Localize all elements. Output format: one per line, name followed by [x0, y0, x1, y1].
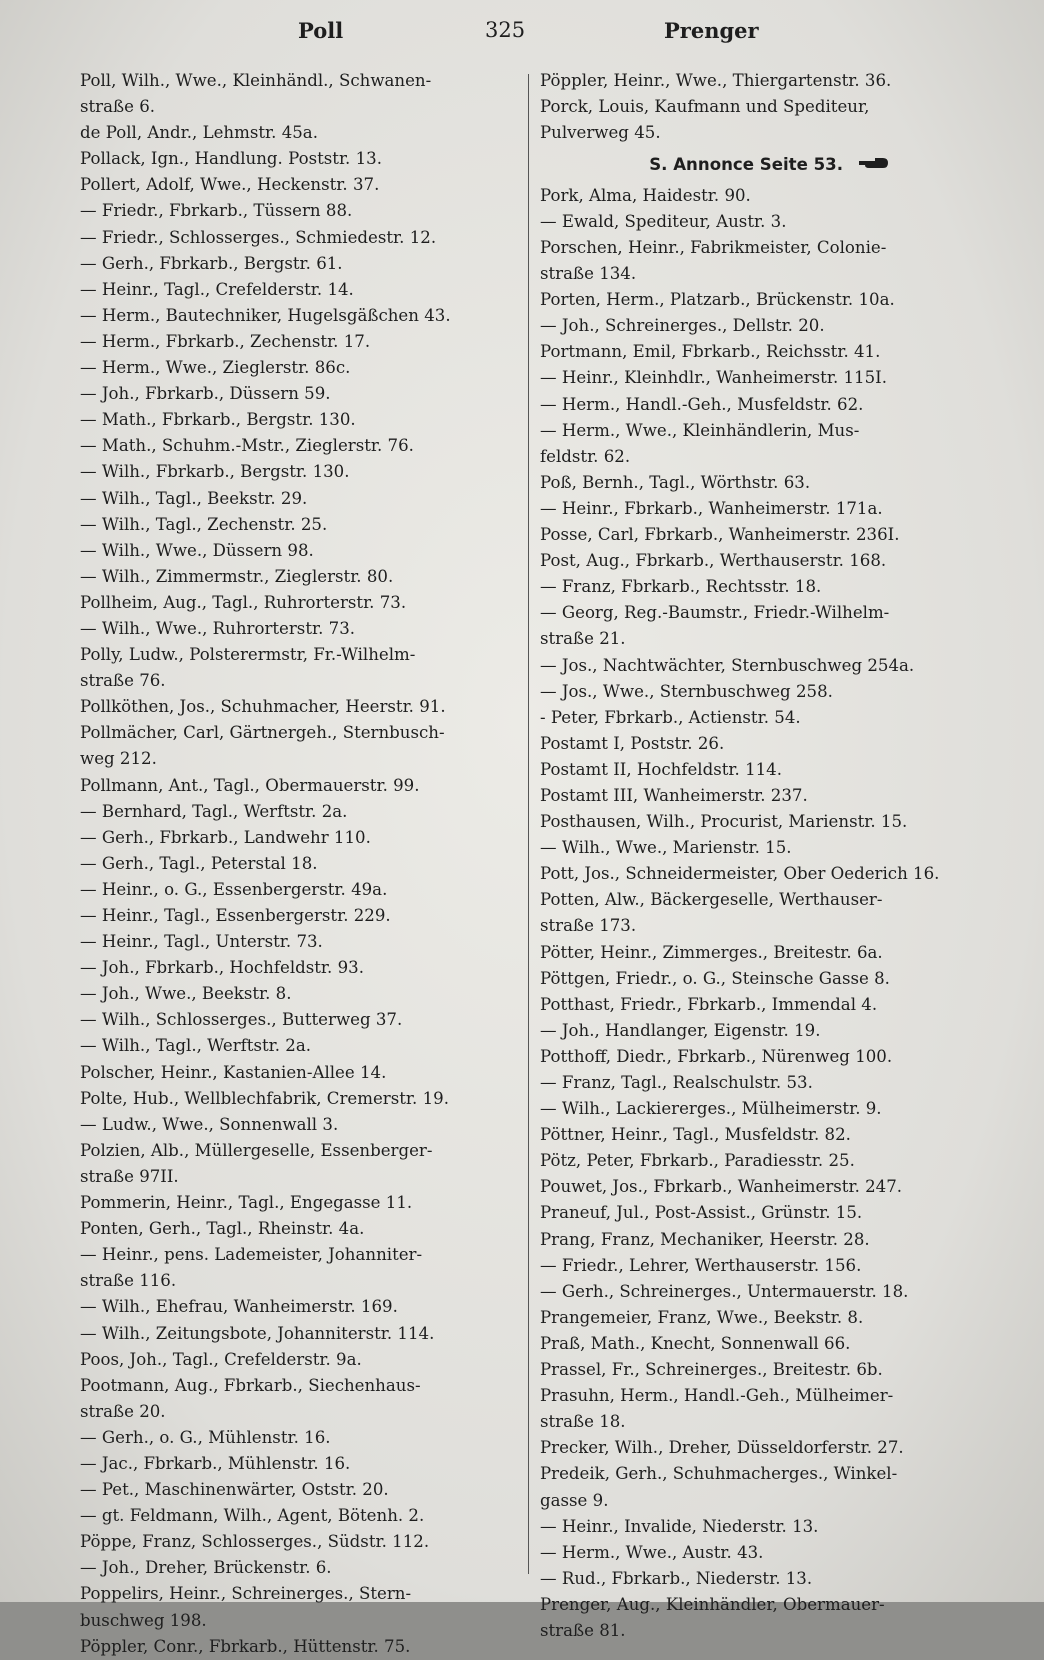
directory-entry: Pork, Alma, Haidestr. 90.	[540, 185, 751, 205]
directory-entry: — Ewald, Spediteur, Austr. 3.	[540, 211, 787, 231]
directory-entry: Pollmächer, Carl, Gärtnergeh., Sternbusch-	[80, 723, 445, 743]
directory-entry: — Heinr., o. G., Essenbergerstr. 49a.	[80, 879, 388, 899]
directory-entry: — Wilh., Ehefrau, Wanheimerstr. 169.	[80, 1297, 398, 1317]
header-left-keyword: Poll	[298, 18, 344, 43]
directory-entry: — Gerh., Tagl., Peterstal 18.	[80, 853, 318, 873]
directory-entry: Pöppler, Conr., Fbrkarb., Hüttenstr. 75.	[80, 1636, 411, 1656]
directory-entry: Prasuhn, Herm., Handl.-Geh., Mülheimer-	[540, 1386, 894, 1406]
directory-entry: — Georg, Reg.-Baumstr., Friedr.-Wilhelm-	[540, 603, 890, 623]
directory-entry: Pöttner, Heinr., Tagl., Musfeldstr. 82.	[540, 1125, 851, 1145]
directory-entry: — Herm., Handl.-Geh., Musfeldstr. 62.	[540, 394, 864, 414]
directory-entry: Porck, Louis, Kaufmann und Spediteur,	[540, 97, 870, 117]
directory-entry: straße 21.	[540, 629, 626, 649]
directory-entry: Poll, Wilh., Wwe., Kleinhändl., Schwanen-	[80, 71, 432, 90]
directory-entry: Predeik, Gerh., Schuhmacherges., Winkel-	[540, 1464, 898, 1484]
directory-entry: — Gerh., o. G., Mühlenstr. 16.	[80, 1427, 331, 1447]
directory-entry: Pöttgen, Friedr., o. G., Steinsche Gasse 8.	[540, 968, 890, 988]
directory-entry: Poß, Bernh., Tagl., Wörthstr. 63.	[540, 472, 811, 492]
directory-entry: Posthausen, Wilh., Procurist, Marienstr. 15.	[540, 812, 908, 832]
directory-entry: weg 212.	[80, 749, 157, 769]
directory-entry: — Rud., Fbrkarb., Niederstr. 13.	[540, 1568, 813, 1588]
directory-entry: Porschen, Heinr., Fabrikmeister, Colonie-	[540, 238, 887, 258]
directory-entry: — Wilh., Wwe., Marienstr. 15.	[540, 838, 792, 858]
directory-entry: — Joh., Wwe., Beekstr. 8.	[80, 984, 292, 1004]
header-right-keyword: Prenger	[664, 18, 759, 43]
directory-entry: straße 18.	[540, 1412, 626, 1432]
directory-entry: straße 173.	[540, 916, 637, 936]
annonce-note	[540, 146, 1000, 183]
directory-entry: — Wilh., Schlosserges., Butterweg 37.	[80, 1010, 403, 1030]
page-number: 325	[485, 18, 526, 42]
directory-entry: — Joh., Fbrkarb., Hochfeldstr. 93.	[80, 958, 364, 978]
directory-entry: Post, Aug., Fbrkarb., Werthauserstr. 168.	[540, 551, 887, 571]
directory-entry: — Jac., Fbrkarb., Mühlenstr. 16.	[80, 1453, 351, 1473]
directory-entry: — Heinr., Tagl., Unterstr. 73.	[80, 932, 323, 952]
directory-entry: Praß, Math., Knecht, Sonnenwall 66.	[540, 1333, 851, 1353]
directory-entry: — Bernhard, Tagl., Werftstr. 2a.	[80, 801, 348, 821]
directory-entry: Pommerin, Heinr., Tagl., Engegasse 11.	[80, 1193, 413, 1213]
directory-entry: Potthast, Friedr., Fbrkarb., Immendal 4.	[540, 994, 878, 1014]
directory-entry: gasse 9.	[540, 1490, 609, 1510]
directory-entry: de Poll, Andr., Lehmstr. 45a.	[80, 123, 318, 143]
directory-entry: Prangemeier, Franz, Wwe., Beekstr. 8.	[540, 1307, 864, 1327]
directory-entry: — Wilh., Wwe., Ruhrorterstr. 73.	[80, 618, 356, 638]
directory-entry: — Gerh., Fbrkarb., Landwehr 110.	[80, 827, 371, 847]
directory-entry: — Pet., Maschinenwärter, Oststr. 20.	[80, 1480, 389, 1500]
directory-entry: Prassel, Fr., Schreinerges., Breitestr. 6b.	[540, 1360, 883, 1380]
directory-entry: — Friedr., Lehrer, Werthauserstr. 156.	[540, 1255, 862, 1275]
directory-entry: Poos, Joh., Tagl., Crefelderstr. 9a.	[80, 1349, 362, 1369]
directory-entry: — Heinr., pens. Lademeister, Johanniter-	[80, 1245, 423, 1265]
directory-entry: Porten, Herm., Platzarb., Brückenstr. 10a.	[540, 290, 895, 310]
pointing-hand-icon	[857, 153, 891, 179]
directory-entry: Polly, Ludw., Polsterermstr, Fr.-Wilhelm-	[80, 645, 416, 665]
directory-entry: — Herm., Wwe., Kleinhändlerin, Mus-	[540, 420, 860, 440]
directory-entry: — Math., Fbrkarb., Bergstr. 130.	[80, 410, 356, 430]
directory-entry: - Peter, Fbrkarb., Actienstr. 54.	[540, 707, 801, 727]
directory-entry: — Wilh., Zimmermstr., Zieglerstr. 80.	[80, 566, 394, 586]
directory-entry: Pollköthen, Jos., Schuhmacher, Heerstr. 91.	[80, 697, 446, 717]
directory-entry: Polzien, Alb., Müllergeselle, Essenberger-	[80, 1140, 433, 1160]
directory-entry: Ponten, Gerh., Tagl., Rheinstr. 4a.	[80, 1219, 365, 1239]
column-divider	[528, 74, 529, 1574]
directory-entry: — Franz, Tagl., Realschulstr. 53.	[540, 1073, 813, 1093]
directory-entry: — Wilh., Tagl., Zechenstr. 25.	[80, 514, 328, 534]
directory-entry: — Herm., Wwe., Zieglerstr. 86c.	[80, 358, 351, 378]
directory-entry: straße 97II.	[80, 1166, 179, 1186]
directory-entry: straße 116.	[80, 1271, 177, 1291]
directory-entry: — Gerh., Schreinerges., Untermauerstr. 18.	[540, 1281, 909, 1301]
directory-entry: Poppelirs, Heinr., Schreinerges., Stern-	[80, 1584, 412, 1604]
directory-entry: — Wilh., Lackiererges., Mülheimerstr. 9.	[540, 1099, 882, 1119]
directory-entry: straße 134.	[540, 264, 637, 284]
right-top-group	[540, 68, 1000, 146]
directory-entry: Pollert, Adolf, Wwe., Heckenstr. 37.	[80, 175, 380, 195]
directory-entry: — Herm., Bautechniker, Hugelsgäßchen 43.	[80, 305, 451, 325]
directory-entry: straße 6.	[80, 97, 156, 117]
directory-entry: — Joh., Schreinerges., Dellstr. 20.	[540, 316, 825, 336]
directory-entry: Pollack, Ign., Handlung. Poststr. 13.	[80, 149, 383, 169]
directory-entry: Prenger, Aug., Kleinhändler, Obermauer-	[540, 1594, 885, 1614]
directory-entry: Pouwet, Jos., Fbrkarb., Wanheimerstr. 247.	[540, 1177, 903, 1197]
directory-entry: — Herm., Wwe., Austr. 43.	[540, 1542, 764, 1562]
directory-entry: — Heinr., Fbrkarb., Wanheimerstr. 171a.	[540, 498, 883, 518]
directory-entry: Polscher, Heinr., Kastanien-Allee 14.	[80, 1062, 387, 1082]
directory-entry: — Gerh., Fbrkarb., Bergstr. 61.	[80, 253, 343, 273]
directory-entry: — Heinr., Kleinhdlr., Wanheimerstr. 115I.	[540, 368, 887, 388]
directory-entry: Pollheim, Aug., Tagl., Ruhrorterstr. 73.	[80, 592, 407, 612]
right-column	[540, 68, 1000, 1644]
directory-entry: Pötz, Peter, Fbrkarb., Paradiesstr. 25.	[540, 1151, 855, 1171]
directory-entry: Potten, Alw., Bäckergeselle, Werthauser-	[540, 890, 883, 910]
directory-entry: — Jos., Wwe., Sternbuschweg 258.	[540, 681, 833, 701]
directory-entry: — Friedr., Schlosserges., Schmiedestr. 12.	[80, 227, 437, 247]
directory-entry: — Herm., Fbrkarb., Zechenstr. 17.	[80, 331, 371, 351]
directory-entry: Portmann, Emil, Fbrkarb., Reichsstr. 41.	[540, 342, 881, 362]
directory-entry: Precker, Wilh., Dreher, Düsseldorferstr. 27.	[540, 1438, 904, 1458]
directory-entry: Pöppler, Heinr., Wwe., Thiergartenstr. 36.	[540, 71, 892, 90]
directory-entry: Prang, Franz, Mechaniker, Heerstr. 28.	[540, 1229, 870, 1249]
directory-entry: Postamt II, Hochfeldstr. 114.	[540, 759, 783, 779]
directory-entry: buschweg 198.	[80, 1610, 207, 1630]
directory-entry: — Wilh., Tagl., Beekstr. 29.	[80, 488, 308, 508]
directory-entry: — Wilh., Zeitungsbote, Johanniterstr. 114.	[80, 1323, 435, 1343]
directory-entry: — Jos., Nachtwächter, Sternbuschweg 254a.	[540, 655, 915, 675]
directory-entry: Postamt I, Poststr. 26.	[540, 733, 725, 753]
page-header	[60, 14, 984, 54]
directory-entry: Pott, Jos., Schneidermeister, Ober Oederich 16.	[540, 864, 940, 884]
directory-entry: — Heinr., Invalide, Niederstr. 13.	[540, 1516, 819, 1536]
directory-entry: Polte, Hub., Wellblechfabrik, Cremerstr. 19.	[80, 1088, 449, 1108]
directory-entry: straße 20.	[80, 1401, 166, 1421]
directory-entry: — Franz, Fbrkarb., Rechtsstr. 18.	[540, 577, 822, 597]
directory-entry: — Ludw., Wwe., Sonnenwall 3.	[80, 1114, 339, 1134]
annonce-text: S. Annonce Seite 53.	[649, 155, 844, 175]
directory-entry: Pootmann, Aug., Fbrkarb., Siechenhaus-	[80, 1375, 421, 1395]
directory-entry: — Joh., Fbrkarb., Düssern 59.	[80, 384, 331, 404]
directory-entry: — Wilh., Tagl., Werftstr. 2a.	[80, 1036, 312, 1056]
directory-entry: straße 76.	[80, 671, 166, 691]
directory-entry: — Wilh., Fbrkarb., Bergstr. 130.	[80, 462, 350, 482]
directory-entry: — Wilh., Wwe., Düssern 98.	[80, 540, 314, 560]
directory-entry: Pötter, Heinr., Zimmerges., Breitestr. 6a.	[540, 942, 883, 962]
directory-entry: straße 81.	[540, 1620, 626, 1640]
directory-entry: Posse, Carl, Fbrkarb., Wanheimerstr. 236I.	[540, 525, 900, 545]
right-bottom-group	[540, 183, 1000, 1644]
left-column	[80, 68, 520, 1660]
directory-entry: — Heinr., Tagl., Crefelderstr. 14.	[80, 279, 354, 299]
directory-entry: — Heinr., Tagl., Essenbergerstr. 229.	[80, 906, 391, 925]
directory-entry: Potthoff, Diedr., Fbrkarb., Nürenweg 100.	[540, 1046, 893, 1066]
directory-entry: feldstr. 62.	[540, 446, 631, 466]
directory-entry: Pöppe, Franz, Schlosserges., Südstr. 112.	[80, 1532, 430, 1552]
directory-entry: Pulverweg 45.	[540, 123, 661, 143]
directory-entry: — Joh., Dreher, Brückenstr. 6.	[80, 1558, 332, 1578]
directory-entry: Pollmann, Ant., Tagl., Obermauerstr. 99.	[80, 775, 420, 795]
directory-entry: — gt. Feldmann, Wilh., Agent, Bötenh. 2.	[80, 1506, 425, 1526]
directory-entry: Praneuf, Jul., Post-Assist., Grünstr. 15.	[540, 1203, 863, 1223]
directory-entry: — Joh., Handlanger, Eigenstr. 19.	[540, 1020, 821, 1040]
directory-entry: Postamt III, Wanheimerstr. 237.	[540, 785, 808, 805]
directory-entry: — Friedr., Fbrkarb., Tüssern 88.	[80, 201, 353, 221]
directory-entry: — Math., Schuhm.-Mstr., Zieglerstr. 76.	[80, 436, 414, 456]
